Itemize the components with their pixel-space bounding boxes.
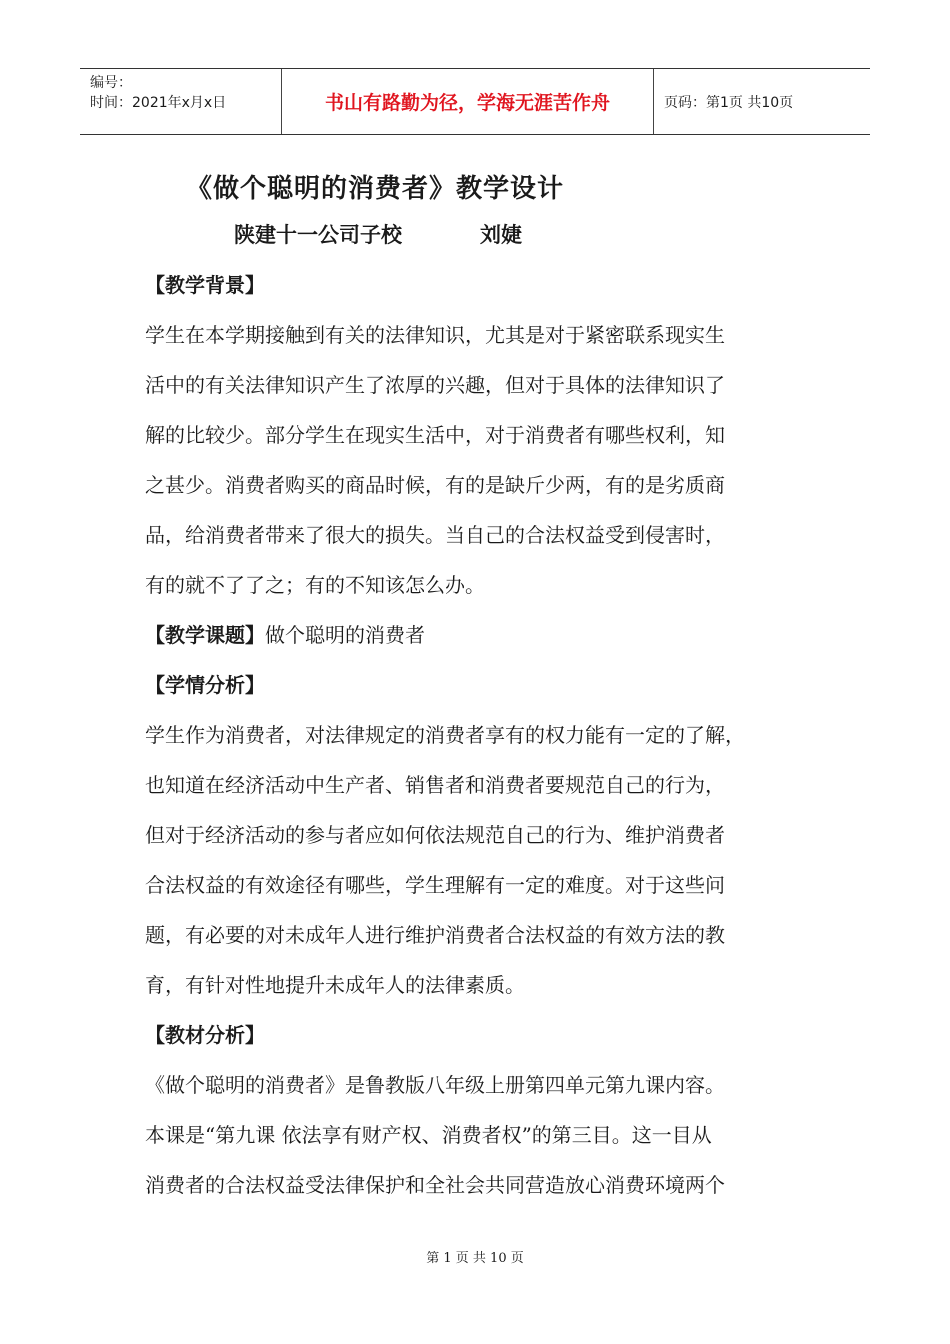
background-line: 活中的有关法律知识产生了浓厚的兴趣，但对于具体的法律知识了 <box>145 373 725 397</box>
material-line: 消费者的合法权益受法律保护和全社会共同营造放心消费环境两个 <box>145 1173 725 1197</box>
section-background <box>145 260 810 1210</box>
analysis-line: 学生作为消费者，对法律规定的消费者享有的权力能有一定的了解， <box>145 723 745 747</box>
motto-text: 书山有路勤为径，学海无涯苦作舟 <box>324 92 610 114</box>
header-table <box>80 68 870 135</box>
background-line: 学生在本学期接触到有关的法律知识，尤其是对于紧密联系现实生 <box>145 323 725 347</box>
header-meta-cell <box>80 69 282 134</box>
background-line: 解的比较少。部分学生在现实生活中，对于消费者有哪些权利，知 <box>145 423 725 447</box>
page-info: 页码：第1页 共10页 <box>664 94 794 111</box>
page-footer: 第 1 页 共 10 页 <box>426 1251 524 1266</box>
header-motto-cell <box>282 69 654 134</box>
material-line: 本课是“第九课 依法享有财产权、消费者权”的第三目。这一目从 <box>145 1123 712 1147</box>
analysis-line: 合法权益的有效途径有哪些，学生理解有一定的难度。对于这些问 <box>145 873 725 897</box>
number-label: 编号： <box>90 75 132 91</box>
background-line: 品，给消费者带来了很大的损失。当自己的合法权益受到侵害时， <box>145 523 725 547</box>
time-label: 时间：2021年x月x日 <box>90 95 227 111</box>
topic-text: 做个聪明的消费者 <box>265 623 425 647</box>
material-line: 《做个聪明的消费者》是鲁教版八年级上册第四单元第九课内容。 <box>145 1073 725 1097</box>
analysis-line: 但对于经济活动的参与者应如何依法规范自己的行为、维护消费者 <box>145 823 725 847</box>
author-name: 刘婕 <box>480 222 522 247</box>
analysis-line: 育，有针对性地提升未成年人的法律素质。 <box>145 973 525 997</box>
analysis-heading: 【学情分析】 <box>145 673 265 697</box>
background-heading: 【教学背景】 <box>145 273 265 297</box>
topic-line <box>145 610 810 660</box>
material-heading: 【教材分析】 <box>145 1023 265 1047</box>
topic-heading: 【教学课题】 <box>145 623 265 647</box>
background-line: 之甚少。消费者购买的商品时候，有的是缺斤少两，有的是劣质商 <box>145 473 725 497</box>
author-line <box>234 219 522 249</box>
background-line: 有的就不了了之；有的不知该怎么办。 <box>145 573 485 597</box>
analysis-line: 也知道在经济活动中生产者、销售者和消费者要规范自己的行为， <box>145 773 725 797</box>
analysis-line: 题，有必要的对未成年人进行维护消费者合法权益的有效方法的教 <box>145 923 725 947</box>
school-name: 陕建十一公司子校 <box>234 222 402 247</box>
header-page-cell <box>654 69 870 134</box>
document-title: 《做个聪明的消费者》教学设计 <box>186 174 565 204</box>
